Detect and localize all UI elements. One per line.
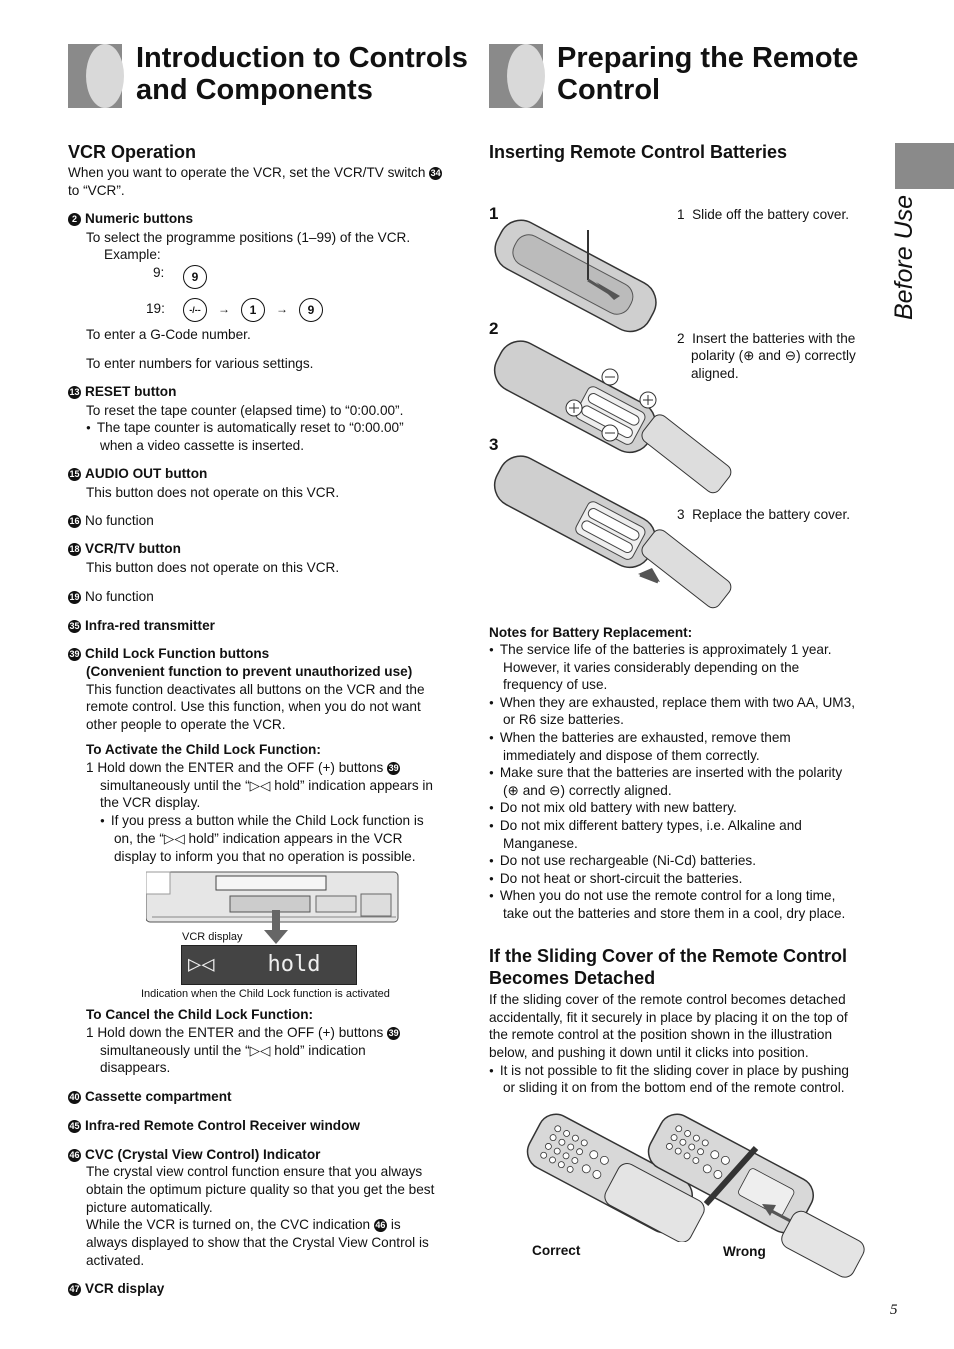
vcr-display-label: VCR display: [182, 931, 243, 943]
childlock-heading2: (Convenient function to prevent unauthorized use): [86, 664, 413, 679]
cvc-p5: always displayed to show that the Crystal View Control is: [86, 1235, 429, 1250]
note-item: ● When they are exhausted, replace them with two AA, UM3,: [489, 694, 855, 712]
intro-line2: to “VCR”.: [68, 183, 125, 198]
step3-text: 3 Replace the battery cover.: [677, 507, 851, 522]
vcr-display-caption: Indication when the Child Lock function is activated: [141, 988, 390, 1000]
sliding-p2: accidentally, fit it securely in place by placing it on the top of: [489, 1010, 848, 1025]
key-dash: -/--: [183, 298, 207, 322]
down-arrow-icon: [262, 910, 290, 946]
note-item-cont: or R6 size batteries.: [503, 712, 624, 728]
reset-line1: To reset the tape counter (elapsed time) to “0:00.00”.: [86, 403, 404, 418]
reset-bullet-cont: when a video cassette is inserted.: [100, 438, 305, 453]
activate-bullet-cont: on, the “▷◁ hold” indication appears in the VCR: [114, 831, 403, 846]
note-item-cont: immediately and dispose of them correctly.: [503, 747, 760, 763]
arrow-2: →: [276, 302, 288, 316]
note-item: ● Do not mix different battery types, i.e. Alkaline and: [489, 817, 802, 835]
wrong-label: Wrong: [723, 1244, 766, 1259]
childlock-heading: 39 Child Lock Function buttons: [69, 646, 270, 661]
sliding-p1: If the sliding cover of the remote control becomes detached: [489, 992, 846, 1007]
note-item: ● When the batteries are exhausted, remove them: [489, 729, 791, 747]
vcr-operation-heading: VCR Operation: [68, 142, 197, 162]
step2-text-a: 2 Insert the batteries with the: [677, 331, 856, 346]
childlock-p1: This function deactivates all buttons on the VCR and the: [86, 682, 425, 697]
cvc-heading: 46 CVC (Crystal View Control) Indicator: [69, 1147, 321, 1162]
note-item-cont: Manganese.: [503, 835, 578, 851]
sliding-p3: the remote control at the position shown in the illustration: [489, 1027, 833, 1042]
note-item: ● When you do not use the remote control for a long time,: [489, 887, 835, 905]
key-9b: 9: [299, 298, 323, 322]
note-item: ● Do not mix old battery with new battery.: [489, 799, 737, 817]
activate-bullet: ● If you press a button while the Child Lock function is: [100, 812, 424, 830]
activate-step1-cont2: the VCR display.: [100, 795, 201, 810]
vcr-display-text: ▷◁ hold: [188, 952, 321, 977]
activate-step1-cont: simultaneously until the “▷◁ hold” indication appears in: [100, 778, 433, 793]
audio-heading: 15 AUDIO OUT button: [69, 466, 208, 481]
childlock-p3: other people to operate the VCR.: [86, 717, 286, 732]
header-tab-left-oval: [86, 44, 124, 108]
note-item: ● Do not use rechargeable (Ni-Cd) batteries.: [489, 852, 756, 870]
step3-number: 3: [489, 435, 499, 454]
no-function-19: 19 No function: [69, 589, 154, 604]
correct-label: Correct: [532, 1243, 581, 1258]
cover-wrong-illustration: [646, 1112, 866, 1287]
irrecv-heading: 45 Infra-red Remote Control Receiver window: [69, 1118, 360, 1133]
activate-title: To Activate the Child Lock Function:: [86, 742, 321, 757]
side-tab-label: Before Use: [890, 194, 918, 320]
key-9: 9: [183, 265, 207, 289]
numeric-heading: 2 Numeric buttons: [68, 210, 193, 228]
step2-text-b: polarity (⊕ and ⊖) correctly: [691, 348, 856, 363]
sliding-p4: below, and pushing it down until it clicks into position.: [489, 1045, 809, 1060]
cvc-p6: activated.: [86, 1253, 145, 1268]
cvc-p3: picture automatically.: [86, 1200, 213, 1215]
audio-line1: This button does not operate on this VCR.: [86, 485, 340, 500]
activate-step1: 1 Hold down the ENTER and the OFF (+) buttons 39: [86, 760, 399, 775]
numeric-line2: To enter a G-Code number.: [86, 327, 251, 342]
sliding-heading: If the Sliding Cover of the Remote Control Becomes Detached: [489, 946, 848, 988]
step1-text: 1 Slide off the battery cover.: [677, 207, 850, 222]
note-item-cont: frequency of use.: [503, 677, 608, 693]
vcrtv-line1: This button does not operate on this VCR.: [86, 560, 340, 575]
sliding-bullet: ● It is not possible to fit the sliding cover in place by pushing: [489, 1062, 849, 1080]
step1-number: 1: [489, 204, 499, 223]
note-item-cont: (⊕ and ⊖) correctly aligned.: [503, 782, 672, 798]
cancel-step1-cont2: disappears.: [100, 1060, 171, 1075]
cancel-step1-cont: simultaneously until the “▷◁ hold” indication: [100, 1043, 366, 1058]
right-title: Preparing the Remote Control: [557, 42, 859, 106]
reset-heading: 13 RESET button: [69, 384, 177, 399]
numeric-line3: To enter numbers for various settings.: [86, 356, 314, 371]
childlock-p2: remote control. Use this function, when you do not want: [86, 699, 421, 714]
infrared-heading: 35 Infra-red transmitter: [69, 618, 215, 633]
remote-step1-illustration: [488, 210, 664, 340]
left-title: Introduction to Controls and Components: [136, 42, 468, 106]
page-number: 5: [890, 1302, 898, 1318]
cancel-title: To Cancel the Child Lock Function:: [86, 1007, 314, 1022]
sliding-bullet-cont: or sliding it on from the bottom end of the remote control.: [503, 1080, 845, 1095]
vcr-display-panel: [181, 945, 357, 985]
numeric-line1: To select the programme positions (1–99) of the VCR.: [86, 230, 411, 245]
note-item: ● Do not heat or short-circuit the batteries.: [489, 870, 742, 888]
note-item-cont: However, it varies considerably depending on the: [503, 659, 800, 675]
example1-label: 9:: [153, 265, 165, 280]
key-1: 1: [241, 298, 265, 322]
cvc-p1: The crystal view control function ensure that you always: [86, 1164, 423, 1179]
step2-text-c: aligned.: [691, 366, 739, 381]
note-item-cont: take out the batteries and store them in a cool, dry place.: [503, 906, 846, 921]
cassette-heading: 40 Cassette compartment: [69, 1089, 232, 1104]
arrow-1: →: [218, 302, 230, 316]
batteries-heading: Inserting Remote Control Batteries: [489, 142, 788, 162]
cvc-p4: While the VCR is turned on, the CVC indication 46 is: [86, 1217, 401, 1232]
header-tab-right-oval: [507, 44, 545, 108]
activate-bullet-cont2: display to inform you that no operation is possible.: [114, 849, 416, 864]
notes-title: Notes for Battery Replacement:: [489, 625, 693, 640]
reset-bullet: ● The tape counter is automatically reset to “0:00.00”: [86, 419, 404, 437]
vcrtv-heading: 18 VCR/TV button: [69, 541, 181, 556]
no-function-16: 16 No function: [69, 513, 154, 528]
note-item: ● The service life of the batteries is approximately 1 year.: [489, 641, 832, 659]
cvc-p2: obtain the optimum picture quality so that you get the best: [86, 1182, 435, 1197]
vcrdisplay-heading: 47 VCR display: [69, 1281, 165, 1296]
remote-step3-illustration: [488, 450, 738, 610]
side-tab-marker: [895, 143, 954, 189]
step2-number: 2: [489, 319, 499, 338]
intro-line1: When you want to operate the VCR, set the VCR/TV switch 34: [68, 165, 441, 180]
note-item: ● Make sure that the batteries are inserted with the polarity: [489, 764, 842, 782]
numeric-example: Example:: [104, 247, 161, 262]
example2-label: 19:: [146, 301, 165, 316]
cancel-step1: 1 Hold down the ENTER and the OFF (+) buttons 39: [86, 1025, 399, 1040]
